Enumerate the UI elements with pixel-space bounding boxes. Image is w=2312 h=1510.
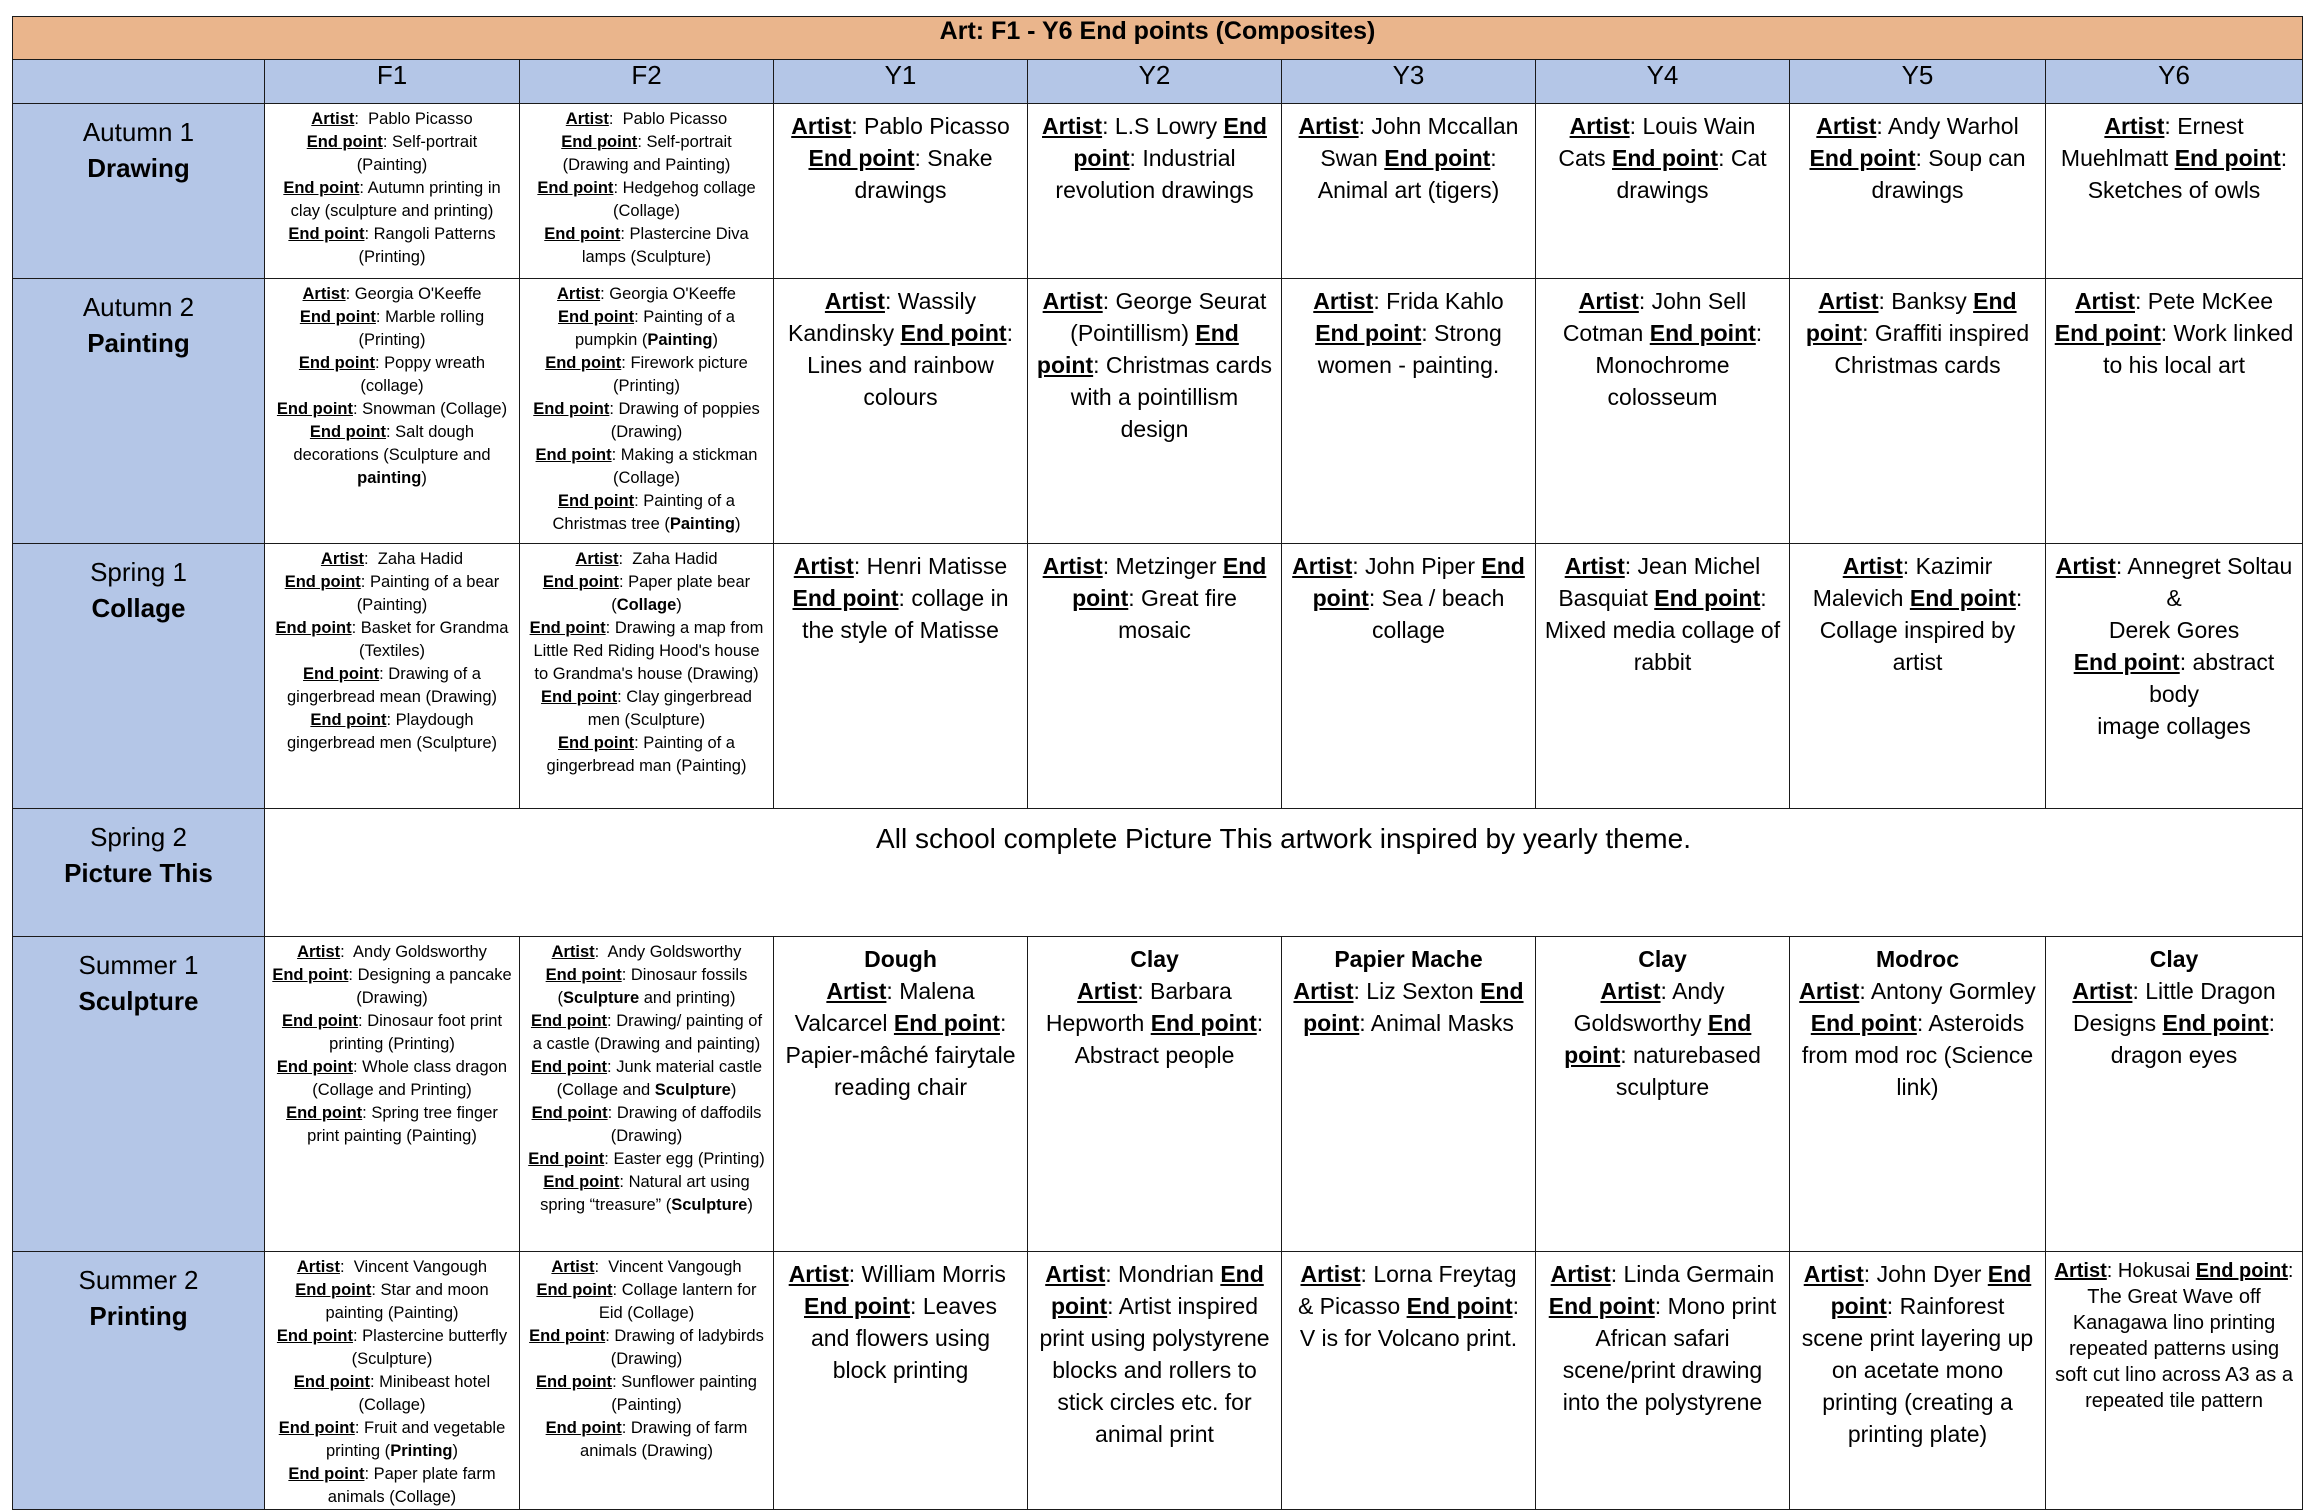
cell-summer1-y5: Modroc Artist: Antony Gormley End point: Asteroids from mod roc (Science link) (1790, 937, 2046, 1252)
header-f1: F1 (265, 60, 520, 104)
art-endpoints-table (12, 16, 2303, 1510)
table-title: Art: F1 - Y6 End points (Composites) (13, 17, 2303, 60)
cell-spring1-y4: Artist: Jean Michel Basquiat End point: Mixed media collage of rabbit (1536, 544, 1790, 809)
term-subject: Collage (91, 593, 186, 623)
cell-autumn2-y2: Artist: George Seurat (Pointillism) End point: Christmas cards with a pointillism design (1028, 279, 1282, 544)
cell-summer2-y3: Artist: Lorna Freytag & Picasso End point: V is for Volcano print. (1282, 1252, 1536, 1510)
cell-spring1-f1: Artist: Zaha Hadid End point: Painting of a bear (Painting) End point: Basket for Grandma (Textiles) End point: Drawing of a gingerbread mean (Drawing) End point: Playdough gingerbread men (Sculpture) (265, 544, 520, 809)
term-subject: Picture This (64, 858, 213, 888)
term-name: Spring 2 (90, 822, 187, 852)
row-summer-1 (13, 937, 2303, 1252)
cell-autumn1-y2: Artist: L.S Lowry End point: Industrial revolution drawings (1028, 104, 1282, 279)
cell-autumn2-y1: Artist: Wassily Kandinsky End point: Lines and rainbow colours (774, 279, 1028, 544)
row-spring-1 (13, 544, 2303, 809)
header-y1: Y1 (774, 60, 1028, 104)
cell-summer1-f1: Artist: Andy Goldsworthy End point: Designing a pancake (Drawing) End point: Dinosaur foot print printing (Printing) End point: Whole class dragon (Collage and Printing) End point: Spring tree finger print painting (Painting) (265, 937, 520, 1252)
cell-summer2-f1: Artist: Vincent Vangough End point: Star and moon painting (Painting) End point: Plastercine butterfly (Sculpture) End point: Minibeast hotel (Collage) End point: Fruit and vegetable printing (Printing) End point: Paper plate farm animals (Collage) (265, 1252, 520, 1510)
row-autumn-1 (13, 104, 2303, 279)
term-summer-2 (13, 1252, 265, 1510)
term-subject: Sculpture (78, 986, 199, 1016)
term-spring-1 (13, 544, 265, 809)
header-f2: F2 (520, 60, 774, 104)
term-name: Spring 1 (90, 557, 187, 587)
cell-autumn2-y5: Artist: Banksy End point: Graffiti inspired Christmas cards (1790, 279, 2046, 544)
cell-autumn2-y4: Artist: John Sell Cotman End point: Monochrome colosseum (1536, 279, 1790, 544)
row-spring-2 (13, 809, 2303, 937)
header-y2: Y2 (1028, 60, 1282, 104)
cell-autumn1-f1: Artist: Pablo Picasso End point: Self-portrait (Painting) End point: Autumn printing in clay (sculpture and printing) End point: Rangoli Patterns (Printing) (265, 104, 520, 279)
cell-summer1-y3: Papier Mache Artist: Liz Sexton End point: Animal Masks (1282, 937, 1536, 1252)
cell-summer1-y6: Clay Artist: Little Dragon Designs End point: dragon eyes (2046, 937, 2303, 1252)
term-subject: Painting (87, 328, 190, 358)
cell-summer2-f2: Artist: Vincent Vangough End point: Collage lantern for Eid (Collage) End point: Drawing of ladybirds (Drawing) End point: Sunflower painting (Painting) End point: Drawing of farm animals (Drawing) (520, 1252, 774, 1510)
header-y3: Y3 (1282, 60, 1536, 104)
cell-spring1-y5: Artist: Kazimir Malevich End point: Collage inspired by artist (1790, 544, 2046, 809)
header-y6: Y6 (2046, 60, 2303, 104)
term-name: Summer 1 (78, 950, 199, 980)
header-blank (13, 60, 265, 104)
term-subject: Drawing (87, 153, 190, 183)
cell-autumn2-y6: Artist: Pete McKee End point: Work linked to his local art (2046, 279, 2303, 544)
cell-autumn2-f2: Artist: Georgia O'Keeffe End point: Painting of a pumpkin (Painting) End point: Firework picture (Printing) End point: Drawing of poppies (Drawing) End point: Making a stickman (Collage) End point: Painting of a Christmas tree (Painting) (520, 279, 774, 544)
term-subject: Printing (89, 1301, 188, 1331)
year-header-row (13, 60, 2303, 104)
term-spring-2 (13, 809, 265, 937)
cell-autumn1-y4: Artist: Louis Wain Cats End point: Cat drawings (1536, 104, 1790, 279)
cell-autumn2-y3: Artist: Frida Kahlo End point: Strong women - painting. (1282, 279, 1536, 544)
cell-summer2-y2: Artist: Mondrian End point: Artist inspired print using polystyrene blocks and rollers to stick circles etc. for animal print (1028, 1252, 1282, 1510)
cell-summer1-y4: Clay Artist: Andy Goldsworthy End point: naturebased sculpture (1536, 937, 1790, 1252)
cell-summer2-y6: Artist: Hokusai End point: The Great Wave off Kanagawa lino printing repeated patterns using soft cut lino across A3 as a repeated tile pattern (2046, 1252, 2303, 1510)
term-name: Autumn 1 (82, 117, 195, 147)
term-autumn-1 (13, 104, 265, 279)
cell-spring1-y6: Artist: Annegret Soltau & Derek Gores End point: abstract body image collages (2046, 544, 2303, 809)
cell-spring1-y1: Artist: Henri Matisse End point: collage in the style of Matisse (774, 544, 1028, 809)
cell-autumn1-y6: Artist: Ernest Muehlmatt End point: Sketches of owls (2046, 104, 2303, 279)
row-autumn-2 (13, 279, 2303, 544)
term-summer-1 (13, 937, 265, 1252)
cell-spring1-f2: Artist: Zaha Hadid End point: Paper plate bear (Collage) End point: Drawing a map from Little Red Riding Hood's house to Grandma's house (Drawing) End point: Clay gingerbread men (Sculpture) End point: Painting of a gingerbread man (Painting) (520, 544, 774, 809)
title-row (13, 17, 2303, 60)
cell-summer2-y1: Artist: William Morris End point: Leaves and flowers using block printing (774, 1252, 1028, 1510)
cell-autumn1-y1: Artist: Pablo Picasso End point: Snake drawings (774, 104, 1028, 279)
spring2-all-school: All school complete Picture This artwork inspired by yearly theme. (265, 809, 2303, 937)
cell-spring1-y3: Artist: John Piper End point: Sea / beach collage (1282, 544, 1536, 809)
term-name: Autumn 2 (82, 292, 195, 322)
cell-autumn1-y3: Artist: John Mccallan Swan End point: Animal art (tigers) (1282, 104, 1536, 279)
header-y5: Y5 (1790, 60, 2046, 104)
cell-autumn1-f2: Artist: Pablo Picasso End point: Self-portrait (Drawing and Painting) End point: Hedgehog collage (Collage) End point: Plastercine Diva lamps (Sculpture) (520, 104, 774, 279)
cell-autumn2-f1: Artist: Georgia O'Keeffe End point: Marble rolling (Printing) End point: Poppy wreath (collage) End point: Snowman (Collage) End point: Salt dough decorations (Sculpture and painting) (265, 279, 520, 544)
cell-summer1-f2: Artist: Andy Goldsworthy End point: Dinosaur fossils (Sculpture and printing) End point: Drawing/ painting of a castle (Drawing and painting) End point: Junk material castle (Collage and Sculpture) End point: Drawing of daffodils (Drawing) End point: Easter egg (Printing) End point: Natural art using spring “treasure” (Sculpture) (520, 937, 774, 1252)
header-y4: Y4 (1536, 60, 1790, 104)
cell-summer1-y1: Dough Artist: Malena Valcarcel End point: Papier-mâché fairytale reading chair (774, 937, 1028, 1252)
row-summer-2 (13, 1252, 2303, 1510)
cell-autumn1-y5: Artist: Andy Warhol End point: Soup can drawings (1790, 104, 2046, 279)
cell-summer2-y4: Artist: Linda Germain End point: Mono print African safari scene/print drawing into the polystyrene (1536, 1252, 1790, 1510)
cell-summer2-y5: Artist: John Dyer End point: Rainforest scene print layering up on acetate mono printing (creating a printing plate) (1790, 1252, 2046, 1510)
cell-spring1-y2: Artist: Metzinger End point: Great fire mosaic (1028, 544, 1282, 809)
term-name: Summer 2 (78, 1265, 199, 1295)
cell-summer1-y2: Clay Artist: Barbara Hepworth End point: Abstract people (1028, 937, 1282, 1252)
term-autumn-2 (13, 279, 265, 544)
